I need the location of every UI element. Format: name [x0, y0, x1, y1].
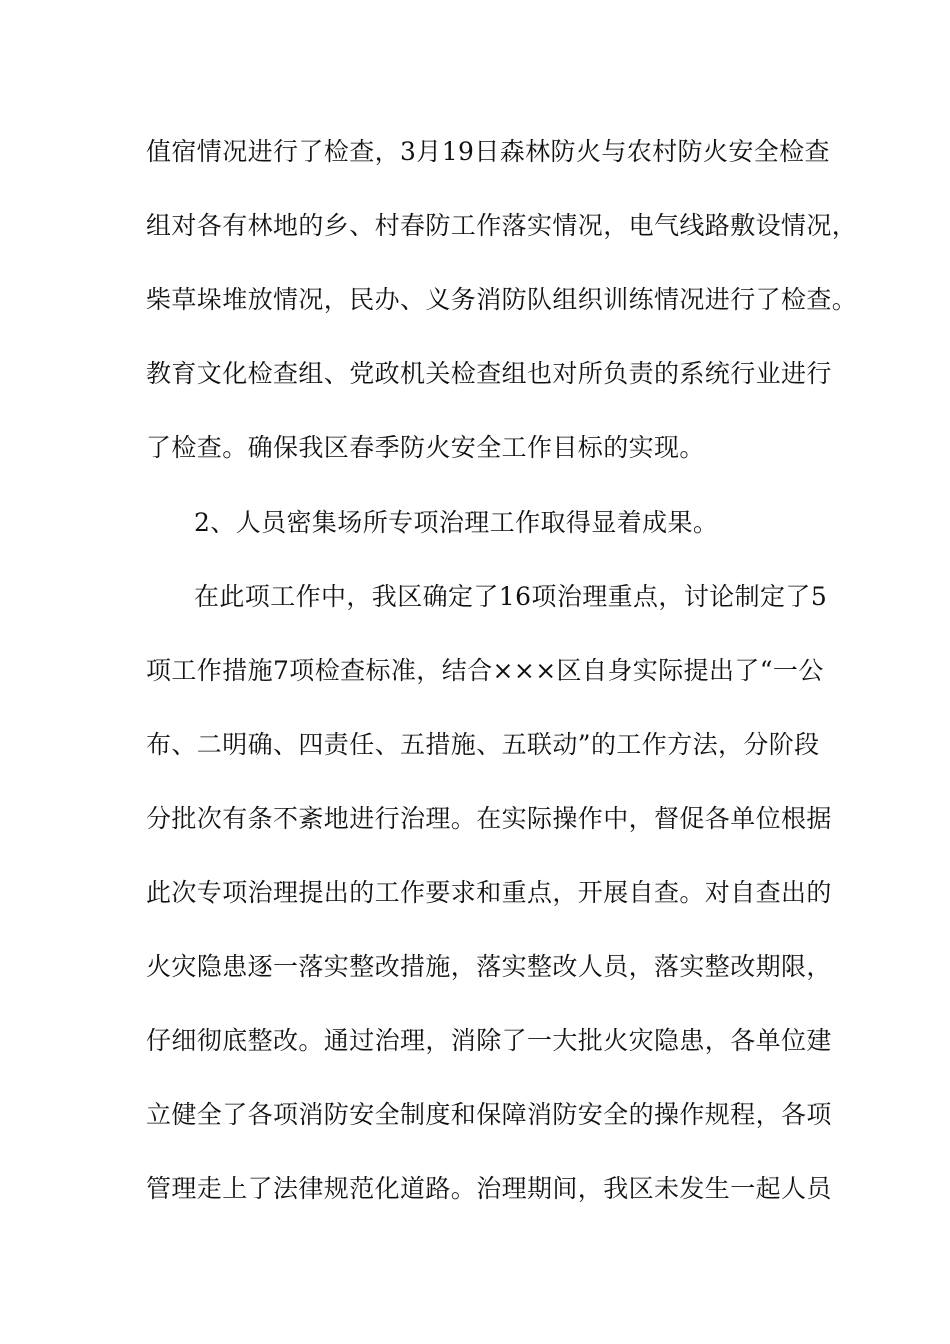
- text-line: 火灾隐患逐一落实整改措施，落实整改人员，落实整改期限，: [146, 952, 832, 981]
- text-line: 柴草垛堆放情况，民办、义务消防队组织训练情况进行了检查。: [146, 285, 858, 314]
- text-line: 布、二明确、四责任、五措施、五联动”的工作方法，分阶段: [146, 730, 820, 759]
- text-line: 值宿情况进行了检查，3月19日森林防火与农村防火安全检查: [146, 137, 830, 166]
- text-line: 管理走上了法律规范化道路。治理期间，我区未发生一起人员: [146, 1174, 832, 1203]
- section-heading: 2、人员密集场所专项治理工作取得显着成果。: [194, 508, 719, 537]
- text-line: 分批次有条不紊地进行治理。在实际操作中，督促各单位根据: [146, 804, 832, 833]
- text-line: 组对各有林地的乡、村春防工作落实情况，电气线路敷设情况，: [146, 211, 858, 240]
- paragraph-first-line: 在此项工作中，我区确定了16项治理重点，讨论制定了5: [194, 582, 828, 611]
- text-line: 了检查。确保我区春季防火安全工作目标的实现。: [146, 433, 705, 462]
- text-line: 立健全了各项消防安全制度和保障消防安全的操作规程，各项: [146, 1100, 832, 1129]
- text-line: 仔细彻底整改。通过治理，消除了一大批火灾隐患，各单位建: [146, 1026, 832, 1055]
- text-line: 此次专项治理提出的工作要求和重点，开展自查。对自查出的: [146, 878, 832, 907]
- text-line: 项工作措施7项检查标准，结合×××区自身实际提出了“一公: [146, 656, 824, 685]
- text-line: 教育文化检查组、党政机关检查组也对所负责的系统行业进行: [146, 359, 832, 388]
